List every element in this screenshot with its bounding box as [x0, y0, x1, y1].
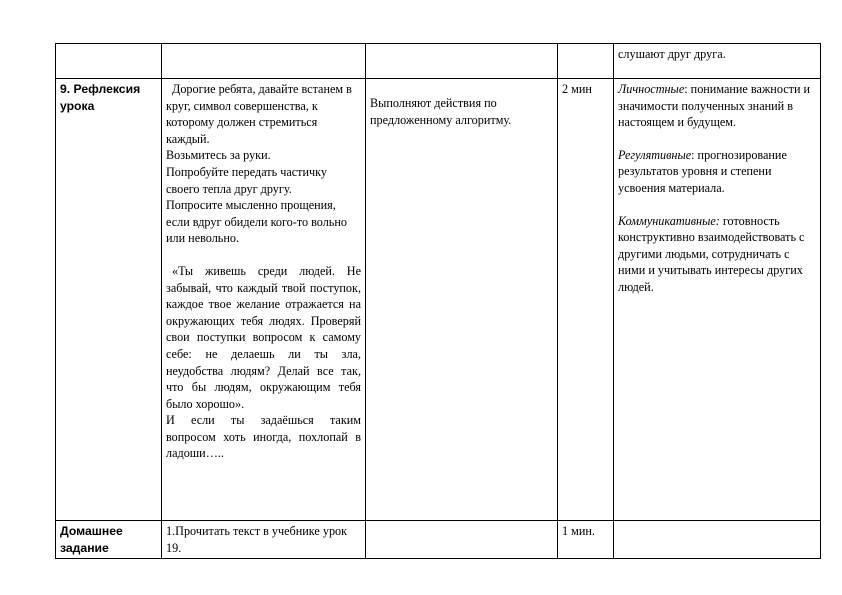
- outcome-label: Личностные: [618, 82, 685, 96]
- outcomes-cell: [614, 79, 821, 521]
- teacher-closing: И если ты задаёшься таким вопросом хоть иногда, похлопай в ладоши…..: [166, 413, 361, 461]
- stage-cell: [56, 44, 162, 79]
- outcome-text: готовность конструктивно взаимодействовать с другими людьми, сотрудничать с ними и учитывать интересы других людей.: [618, 213, 805, 294]
- table-row-continuation: [56, 44, 821, 79]
- time-cell: 2 мин: [558, 79, 614, 521]
- outcome-label: Регулятивные: [618, 147, 692, 162]
- outcomes-cell: [614, 521, 821, 559]
- teacher-text-paragraph: Попросите мысленно прощения, если вдруг обидели кого-то вольно или невольно.: [166, 198, 347, 246]
- table-row-homework: [56, 521, 821, 559]
- stage-cell: Домашнее задание: [56, 521, 162, 559]
- teacher-text-paragraph: Возьмитесь за руки.: [166, 148, 271, 163]
- cell-top-spacer: [370, 81, 553, 95]
- student-activity-cell: [366, 521, 558, 559]
- teacher-activity-cell: [162, 79, 366, 521]
- paragraph-spacer: [166, 247, 361, 263]
- table-row-reflection: [56, 79, 821, 521]
- outcome-personal: [618, 81, 816, 131]
- teacher-activity-cell: [162, 44, 366, 79]
- outcomes-cell: слушают друг друга.: [614, 44, 821, 79]
- teacher-quote: «Ты живешь среди людей. Не забывай, что каждый твой поступок, каждое твое желание отражается на окружающих тебя людях. Проверяй свои поступки вопросом к самому себе: не делаешь ли ты зла, неудобства людям? Делай все так, что бы людям, окружающим тебя было хорошо».: [166, 263, 361, 411]
- stage-cell: 9. Рефлексия урока: [56, 79, 162, 521]
- paragraph-spacer: [618, 197, 816, 213]
- student-activity-cell: [366, 44, 558, 79]
- time-cell: [558, 44, 614, 79]
- lesson-plan-table: [55, 43, 821, 559]
- teacher-text-paragraph: Попробуйте передать частичку своего тепла друг другу.: [166, 164, 328, 196]
- student-activity-cell: [366, 79, 558, 521]
- student-activity-text: Выполняют действия по предложенному алгоритму.: [370, 96, 512, 127]
- outcome-text: : прогнозирование результатов уровня и степени усвоения материала.: [618, 147, 787, 195]
- time-cell: 1 мин.: [558, 521, 614, 559]
- outcome-regulatory: [618, 147, 816, 197]
- teacher-text-paragraph: Дорогие ребята, давайте встанем в круг, символ совершенства, к которому должен стремиться каждый.: [166, 82, 352, 146]
- paragraph-spacer: [618, 131, 816, 147]
- teacher-activity-cell: 1.Прочитать текст в учебнике урок 19.: [162, 521, 366, 559]
- outcome-text: : понимание важности и значимости полученных знаний в настоящем и будущем.: [618, 82, 811, 130]
- outcome-communicative: [618, 213, 816, 296]
- outcome-label: Коммуникативные:: [618, 213, 720, 228]
